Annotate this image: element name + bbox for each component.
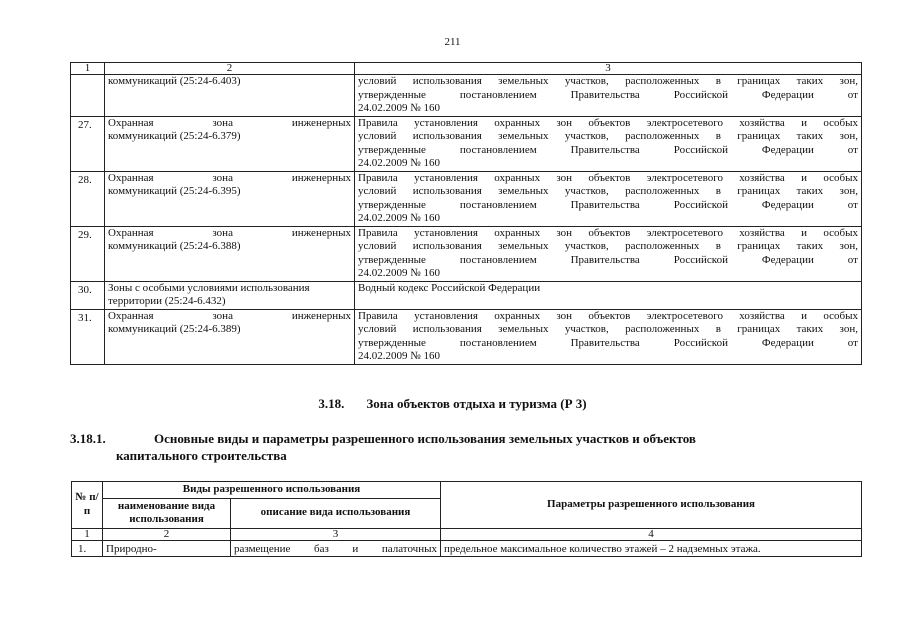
word: электросетевого <box>646 309 723 322</box>
legal-basis-line <box>358 75 858 89</box>
security-zones-table <box>70 62 862 365</box>
zone-name-line <box>108 117 351 131</box>
word: Правила <box>358 309 398 322</box>
word: участков, <box>564 185 609 197</box>
word: установления <box>414 171 478 184</box>
word: границах <box>737 75 781 87</box>
row-number: 30. <box>71 281 105 309</box>
word: и <box>801 309 807 322</box>
word: участков, <box>564 130 609 142</box>
word: использования <box>412 240 482 252</box>
row-number: 28. <box>71 171 105 226</box>
zone-name-line: Зоны с особыми условиями использования <box>108 281 310 294</box>
word: расположенных <box>625 185 700 197</box>
word: от <box>847 253 858 266</box>
word: хозяйства <box>739 309 785 322</box>
table-header-row <box>72 482 862 499</box>
word: Правительства <box>570 88 640 101</box>
word: Правительства <box>570 336 640 349</box>
word: установления <box>414 226 478 239</box>
word: электросетевого <box>646 171 723 184</box>
table-row <box>71 281 862 309</box>
word: и <box>801 116 807 129</box>
row-number: 1. <box>72 540 103 557</box>
legal-basis-line <box>358 199 858 213</box>
zone-name-line <box>108 227 351 241</box>
word: зона <box>212 226 233 239</box>
header-use-types: Виды разрешенного использования <box>103 482 441 499</box>
word: Российской <box>673 336 728 349</box>
table-row <box>71 116 862 171</box>
word: Российской <box>673 253 728 266</box>
zone-name-cell <box>105 309 355 364</box>
word: условий <box>358 130 397 142</box>
column-index-1: 1 <box>72 528 103 540</box>
legal-basis-cell <box>355 309 862 364</box>
legal-basis-line <box>358 117 858 131</box>
word: Правительства <box>570 198 640 211</box>
word: расположенных <box>625 240 700 252</box>
legal-basis-cell <box>355 75 862 117</box>
word: постановлением <box>459 88 537 101</box>
word: в <box>715 75 721 87</box>
table-header-row <box>71 63 862 75</box>
word: Правительства <box>570 143 640 156</box>
row-number: 31. <box>71 309 105 364</box>
word: Российской <box>673 88 728 101</box>
word: объектов <box>588 171 631 184</box>
word: границах <box>737 323 781 335</box>
word: электросетевого <box>646 116 723 129</box>
zone-name-line <box>108 172 351 186</box>
column-number-3: 3 <box>355 63 862 75</box>
word: Правила <box>358 116 398 129</box>
legal-basis-line <box>358 89 858 103</box>
word: инженерных <box>291 171 351 184</box>
word: зон, <box>839 323 858 335</box>
word: Федерации <box>761 143 814 156</box>
word: таких <box>796 240 824 252</box>
header-number: № п/п <box>72 482 103 529</box>
word: особых <box>823 309 858 322</box>
zone-name-line: территории (25:24-6.432) <box>108 295 226 307</box>
legal-basis-line: 24.02.2009 № 160 <box>358 157 440 169</box>
column-index-3: 3 <box>231 528 441 540</box>
subsection-heading <box>70 430 860 464</box>
permitted-use-table <box>71 481 862 557</box>
word: расположенных <box>625 75 700 87</box>
zone-name-cell <box>105 226 355 281</box>
word: Охранная <box>108 226 154 239</box>
subsection-title-line2: капитального строительства <box>116 448 287 463</box>
word: охранных <box>494 309 541 322</box>
word: таких <box>796 130 824 142</box>
subsection-title-line1: Основные виды и параметры разрешенного использования земельных участков и объектов <box>154 431 696 446</box>
use-name-cell: Природно- <box>103 540 231 557</box>
word: и <box>801 226 807 239</box>
word: Охранная <box>108 116 154 129</box>
word: Правила <box>358 226 398 239</box>
word: охранных <box>494 116 541 129</box>
column-index-4: 4 <box>441 528 862 540</box>
word: Федерации <box>761 198 814 211</box>
zone-name-cell <box>105 75 355 117</box>
table-row <box>71 75 862 117</box>
table-row <box>72 540 862 557</box>
word: зона <box>212 116 233 129</box>
zone-name-cell <box>105 116 355 171</box>
word: земельных <box>498 75 549 87</box>
word: постановлением <box>459 336 537 349</box>
word: утвержденные <box>358 143 426 156</box>
word: Правила <box>358 171 398 184</box>
word: палаточных <box>381 542 437 555</box>
legal-basis-cell <box>355 171 862 226</box>
table-row <box>71 309 862 364</box>
use-description-cell <box>231 540 441 557</box>
word: Федерации <box>761 336 814 349</box>
word: расположенных <box>625 323 700 335</box>
zone-name-line: коммуникаций (25:24-6.395) <box>108 185 241 197</box>
word: границах <box>737 130 781 142</box>
word: установления <box>414 116 478 129</box>
row-number: 29. <box>71 226 105 281</box>
word: от <box>847 336 858 349</box>
word: от <box>847 198 858 211</box>
word: зон <box>556 116 573 129</box>
word: Российской <box>673 198 728 211</box>
word: утвержденные <box>358 336 426 349</box>
word: охранных <box>494 171 541 184</box>
legal-basis-line <box>358 144 858 158</box>
word: особых <box>823 226 858 239</box>
word: постановлением <box>459 143 537 156</box>
word: зон <box>556 309 573 322</box>
column-index-row <box>72 528 862 540</box>
word: постановлением <box>459 253 537 266</box>
use-description-line <box>234 543 437 557</box>
page-number: 211 <box>444 36 461 48</box>
word: участков, <box>564 75 609 87</box>
word: земельных <box>498 130 549 142</box>
word: размещение <box>234 542 291 555</box>
word: участков, <box>564 323 609 335</box>
zone-name-line: коммуникаций (25:24-6.389) <box>108 323 241 335</box>
word: в <box>715 240 721 252</box>
word: инженерных <box>291 226 351 239</box>
word: Федерации <box>761 88 814 101</box>
word: и <box>801 171 807 184</box>
row-number <box>71 75 105 117</box>
word: земельных <box>498 185 549 197</box>
table-row <box>71 171 862 226</box>
word: хозяйства <box>739 116 785 129</box>
zone-name-cell <box>105 171 355 226</box>
subsection-number: 3.18.1. <box>70 431 106 446</box>
legal-basis-line <box>358 337 858 351</box>
word: использования <box>412 185 482 197</box>
legal-basis-cell <box>355 116 862 171</box>
word: использования <box>412 130 482 142</box>
word: в <box>715 185 721 197</box>
legal-basis-line <box>358 323 858 337</box>
word: Охранная <box>108 171 154 184</box>
word: хозяйства <box>739 226 785 239</box>
section-title: Зона объектов отдыха и туризма (Р 3) <box>366 396 587 411</box>
legal-basis-line <box>358 185 858 199</box>
word: от <box>847 143 858 156</box>
column-number-2: 2 <box>105 63 355 75</box>
word: использования <box>412 323 482 335</box>
column-number-1: 1 <box>71 63 105 75</box>
word: Правительства <box>570 253 640 266</box>
legal-basis-line <box>358 172 858 186</box>
word: электросетевого <box>646 226 723 239</box>
word: особых <box>823 171 858 184</box>
word: таких <box>796 323 824 335</box>
word: объектов <box>588 309 631 322</box>
word: зона <box>212 171 233 184</box>
legal-basis-line: 24.02.2009 № 160 <box>358 267 440 279</box>
legal-basis-line <box>358 227 858 241</box>
word: зон, <box>839 130 858 142</box>
word: в <box>715 323 721 335</box>
word: объектов <box>588 116 631 129</box>
word: условий <box>358 75 397 87</box>
word: постановлением <box>459 198 537 211</box>
word: использования <box>412 75 482 87</box>
word: зон, <box>839 185 858 197</box>
header-use-name: наименование вида использования <box>103 498 231 528</box>
header-parameters: Параметры разрешенного использования <box>441 482 862 529</box>
word: зон <box>556 226 573 239</box>
word: условий <box>358 185 397 197</box>
zone-name-line: коммуникаций (25:24-6.388) <box>108 240 241 252</box>
word: участков, <box>564 240 609 252</box>
word: зона <box>212 309 233 322</box>
zone-name-line: коммуникаций (25:24-6.379) <box>108 130 241 142</box>
legal-basis-cell <box>355 226 862 281</box>
word: Российской <box>673 143 728 156</box>
zone-name-cell <box>105 281 355 309</box>
word: инженерных <box>291 309 351 322</box>
word: границах <box>737 240 781 252</box>
word: утвержденные <box>358 198 426 211</box>
word: в <box>715 130 721 142</box>
word: Федерации <box>761 253 814 266</box>
header-use-description: описание вида использования <box>231 498 441 528</box>
zone-name-line: коммуникаций (25:24-6.403) <box>108 75 241 87</box>
word: таких <box>796 185 824 197</box>
word: расположенных <box>625 130 700 142</box>
legal-basis-line <box>358 130 858 144</box>
word: инженерных <box>291 116 351 129</box>
legal-basis-line <box>358 240 858 254</box>
legal-basis-line <box>358 310 858 324</box>
legal-basis-line: 24.02.2009 № 160 <box>358 212 440 224</box>
legal-basis-line: 24.02.2009 № 160 <box>358 102 440 114</box>
word: зон, <box>839 240 858 252</box>
column-index-2: 2 <box>103 528 231 540</box>
legal-basis-line: Водный кодекс Российской Федерации <box>358 281 541 294</box>
word: условий <box>358 240 397 252</box>
word: границах <box>737 185 781 197</box>
word: охранных <box>494 226 541 239</box>
word: земельных <box>498 240 549 252</box>
legal-basis-line: 24.02.2009 № 160 <box>358 350 440 362</box>
word: хозяйства <box>739 171 785 184</box>
legal-basis-cell <box>355 281 862 309</box>
word: утвержденные <box>358 88 426 101</box>
word: земельных <box>498 323 549 335</box>
word: зон <box>556 171 573 184</box>
word: баз <box>314 542 329 555</box>
word: утвержденные <box>358 253 426 266</box>
word: условий <box>358 323 397 335</box>
word: Охранная <box>108 309 154 322</box>
row-number: 27. <box>71 116 105 171</box>
word: зон, <box>839 75 858 87</box>
table-row <box>71 226 862 281</box>
section-heading <box>0 396 905 412</box>
section-number: 3.18. <box>318 396 345 411</box>
zone-name-line <box>108 310 351 324</box>
word: объектов <box>588 226 631 239</box>
word: и <box>352 542 359 555</box>
parameters-cell: предельное максимальное количество этажей – 2 надземных этажа. <box>441 540 862 557</box>
word: таких <box>796 75 824 87</box>
word: от <box>847 88 858 101</box>
word: особых <box>823 116 858 129</box>
word: установления <box>414 309 478 322</box>
legal-basis-line <box>358 254 858 268</box>
